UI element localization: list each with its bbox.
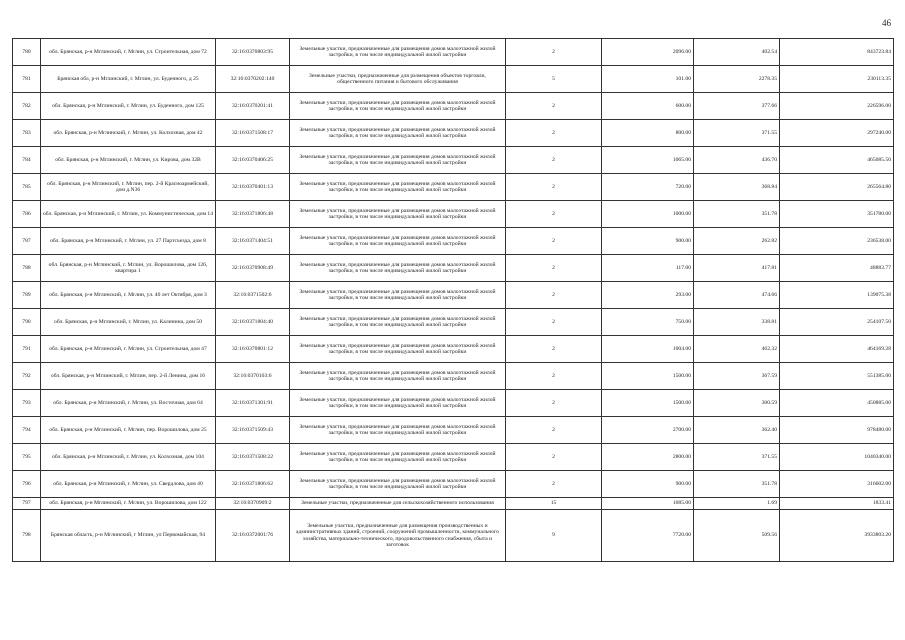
area-cell: 900.00	[602, 228, 694, 255]
cadastral-number-cell: 32:16:0370103:6	[216, 363, 290, 390]
land-use-cell: Земельные участки, предназначенные для размещения домов малоэтажной жилой застройки, в том числе индивидуальной жилой застройки	[290, 147, 506, 174]
table-row	[13, 363, 894, 390]
cadastral-value-cell: 3933803.20	[780, 510, 894, 562]
cadastral-number-cell: 32:16:0371508:22	[216, 444, 290, 471]
cadastral-value-cell: 316602.00	[780, 471, 894, 498]
cadastral-number-cell: 32:16:0371509:43	[216, 417, 290, 444]
unit-value-cell: 262.82	[694, 228, 780, 255]
cadastral-value-cell: 1040340.00	[780, 444, 894, 471]
cadastral-number-cell: 32:16:0371508:17	[216, 120, 290, 147]
row-number: 787	[13, 228, 41, 255]
cadastral-value-cell: 254107.50	[780, 309, 894, 336]
area-cell: 800.00	[602, 120, 694, 147]
cadastral-number-cell: 32:16:0371806:62	[216, 471, 290, 498]
table-row	[13, 93, 894, 120]
cadastral-value-cell: 465085.50	[780, 147, 894, 174]
unit-value-cell: 338.81	[694, 309, 780, 336]
unit-value-cell: 474.66	[694, 282, 780, 309]
area-cell: 1085.00	[602, 498, 694, 510]
cadastral-number-cell: 32:16:0370909:2	[216, 498, 290, 510]
unit-value-cell: 1.69	[694, 498, 780, 510]
group-number-cell: 2	[506, 39, 602, 66]
land-use-cell: Земельные участки, предназначенные для размещения объектов торговли, общественного питания и бытового обслуживания	[290, 66, 506, 93]
land-use-cell: Земельные участки, предназначенные для размещения домов малоэтажной жилой застройки, в том числе индивидуальной жилой застройки	[290, 255, 506, 282]
address-cell: обл. Брянская, р-н Мглинский, г. Мглин, пер. Ворошилова, дом 25	[41, 417, 216, 444]
land-use-cell: Земельные участки, предназначенные для размещения домов малоэтажной жилой застройки, в том числе индивидуальной жилой застройки	[290, 120, 506, 147]
row-number: 784	[13, 147, 41, 174]
table-row	[13, 282, 894, 309]
row-number: 793	[13, 390, 41, 417]
table-row	[13, 120, 894, 147]
cadastral-number-cell: 32:16:0370401:13	[216, 174, 290, 201]
unit-value-cell: 351.78	[694, 471, 780, 498]
row-number: 782	[13, 93, 41, 120]
cadastral-value-cell: 843723.84	[780, 39, 894, 66]
unit-value-cell: 371.55	[694, 444, 780, 471]
area-cell: 101.00	[602, 66, 694, 93]
row-number: 783	[13, 120, 41, 147]
address-cell: обл. Брянская, р-н Мглинский, г. Мглин, ул. Строительная, дом 72	[41, 39, 216, 66]
cadastral-number-cell: 32:16:0370908:49	[216, 255, 290, 282]
row-number: 790	[13, 309, 41, 336]
area-cell: 293.00	[602, 282, 694, 309]
row-number: 785	[13, 174, 41, 201]
cadastral-value-cell: 551385.00	[780, 363, 894, 390]
group-number-cell: 2	[506, 255, 602, 282]
area-cell: 600.00	[602, 93, 694, 120]
group-number-cell: 15	[506, 498, 602, 510]
unit-value-cell: 368.84	[694, 174, 780, 201]
cadastral-number-cell: 32:16:0370201:41	[216, 93, 290, 120]
cadastral-value-cell: 1833.41	[780, 498, 894, 510]
table-row	[13, 417, 894, 444]
group-number-cell: 2	[506, 174, 602, 201]
table-row	[13, 444, 894, 471]
table-row	[13, 255, 894, 282]
table-body	[13, 39, 894, 562]
table-row	[13, 147, 894, 174]
address-cell: обл. Брянская, р-н Мглинский, г. Мглин, ул. Восточная, дом 64	[41, 390, 216, 417]
land-use-cell: Земельные участки, предназначенные для размещения домов малоэтажной жилой застройки, в том числе индивидуальной жилой застройки	[290, 336, 506, 363]
area-cell: 1065.00	[602, 147, 694, 174]
row-number: 794	[13, 417, 41, 444]
land-use-cell: Земельные участки, предназначенные для размещения домов малоэтажной жилой застройки, в том числе индивидуальной жилой застройки	[290, 39, 506, 66]
table-row	[13, 471, 894, 498]
table-row	[13, 498, 894, 510]
table-row	[13, 174, 894, 201]
page-number: 46	[882, 18, 891, 28]
area-cell: 900.00	[602, 471, 694, 498]
land-use-cell: Земельные участки, предназначенные для размещения домов малоэтажной жилой застройки, в том числе индивидуальной жилой застройки	[290, 93, 506, 120]
group-number-cell: 2	[506, 444, 602, 471]
row-number: 797	[13, 498, 41, 510]
address-cell: обл. Брянская, р-н Мглинский, г. Мглин, ул. Коммунистическая, дом 14	[41, 201, 216, 228]
group-number-cell: 2	[506, 336, 602, 363]
row-number: 788	[13, 255, 41, 282]
group-number-cell: 2	[506, 201, 602, 228]
unit-value-cell: 362.40	[694, 417, 780, 444]
cadastral-value-cell: 265564.80	[780, 174, 894, 201]
address-cell: обл. Брянская, р-н Мглинский, г. Мглин, ул. 40 лет Октября, дом 3	[41, 282, 216, 309]
cadastral-value-cell: 139075.38	[780, 282, 894, 309]
area-cell: 1500.00	[602, 390, 694, 417]
cadastral-value-cell: 464169.28	[780, 336, 894, 363]
land-use-cell: Земельные участки, предназначенные для размещения домов малоэтажной жилой застройки, в том числе индивидуальной жилой застройки	[290, 390, 506, 417]
row-number: 781	[13, 66, 41, 93]
land-use-cell: Земельные участки, предназначенные для размещения домов малоэтажной жилой застройки, в том числе индивидуальной жилой застройки	[290, 444, 506, 471]
cadastral-number-cell: 32:16:0371804:40	[216, 309, 290, 336]
unit-value-cell: 367.59	[694, 363, 780, 390]
land-use-cell: Земельные участки, предназначенные для размещения домов малоэтажной жилой застройки, в том числе индивидуальной жилой застройки	[290, 201, 506, 228]
row-number: 786	[13, 201, 41, 228]
table-row	[13, 336, 894, 363]
cadastral-number-cell: 32:16:0371806:48	[216, 201, 290, 228]
group-number-cell: 2	[506, 228, 602, 255]
group-number-cell: 9	[506, 510, 602, 562]
unit-value-cell: 417.81	[694, 255, 780, 282]
unit-value-cell: 509.56	[694, 510, 780, 562]
group-number-cell: 2	[506, 282, 602, 309]
group-number-cell: 2	[506, 93, 602, 120]
unit-value-cell: 300.59	[694, 390, 780, 417]
table-row	[13, 201, 894, 228]
table-row	[13, 228, 894, 255]
unit-value-cell: 2278.35	[694, 66, 780, 93]
land-use-cell: Земельные участки, предназначенные для размещения домов малоэтажной жилой застройки, в том числе индивидуальной жилой застройки	[290, 417, 506, 444]
row-number: 795	[13, 444, 41, 471]
area-cell: 7720.00	[602, 510, 694, 562]
unit-value-cell: 351.78	[694, 201, 780, 228]
unit-value-cell: 402.54	[694, 39, 780, 66]
cadastral-number-cell: 32:16:0371404:51	[216, 228, 290, 255]
area-cell: 720.00	[602, 174, 694, 201]
cadastral-number-cell: 32:16:0370406:25	[216, 147, 290, 174]
area-cell: 1000.00	[602, 201, 694, 228]
row-number: 791	[13, 336, 41, 363]
address-cell: обл. Брянская, р-н Мглинский, г. Мглин, пер. 2-й Ленина, дом 16	[41, 363, 216, 390]
address-cell: обл. Брянская, р-н Мглинский, г. Мглин, пер. 2-й Красноармейский, дом д.N36	[41, 174, 216, 201]
cadastral-number-cell: 32:16:0372001:76	[216, 510, 290, 562]
cadastral-value-cell: 351780.00	[780, 201, 894, 228]
address-cell: обл. Брянская, р-н Мглинский, г. Мглин, ул. Кирова, дом 32В	[41, 147, 216, 174]
address-cell: обл. Брянская, р-н Мглинский, г. Мглин, ул. Колхозная, дом 104	[41, 444, 216, 471]
cadastral-number-cell: 32:16:0371502:6	[216, 282, 290, 309]
cadastral-value-cell: 450885.00	[780, 390, 894, 417]
land-parcel-table	[12, 38, 894, 562]
area-cell: 1500.00	[602, 363, 694, 390]
cadastral-number-cell: 32:16:0370803:95	[216, 39, 290, 66]
address-cell: обл. Брянская, р-н Мглинский, г. Мглин, ул. Буденного, дом 125	[41, 93, 216, 120]
cadastral-value-cell: 978480.00	[780, 417, 894, 444]
address-cell: обл. Брянская, р-н Мглинский, г. Мглин, ул. Ворошилова, дом 126, квартира 1	[41, 255, 216, 282]
cadastral-value-cell: 297240.00	[780, 120, 894, 147]
address-cell: Брянская область, р-н Мглинский, г Мглин, ул Первомайская, 94	[41, 510, 216, 562]
group-number-cell: 2	[506, 417, 602, 444]
group-number-cell: 2	[506, 309, 602, 336]
address-cell: Брянская обл, р-н Мглинский, г. Мглин, ул. Буденного, д 25	[41, 66, 216, 93]
cadastral-value-cell: 48883.77	[780, 255, 894, 282]
address-cell: обл. Брянская, р-н Мглинский, г. Мглин, ул. 27 Партсъезда, дом 8	[41, 228, 216, 255]
cadastral-number-cell: 32:16:0371301:91	[216, 390, 290, 417]
land-use-cell: Земельные участки, предназначенные для размещения производственных и административных зданий, строений, сооружений промышленности, коммунального хозяйства, материально-технического, продовольственного снабжения, сбыта и заготовок	[290, 510, 506, 562]
address-cell: обл. Брянская, р-н Мглинский, г. Мглин, ул. Колхозная, дом 42	[41, 120, 216, 147]
land-use-cell: Земельные участки, предназначенные для размещения домов малоэтажной жилой застройки, в том числе индивидуальной жилой застройки	[290, 174, 506, 201]
cadastral-number-cell: 32:16:0370202:140	[216, 66, 290, 93]
land-use-cell: Земельные участки, предназначенные для размещения домов малоэтажной жилой застройки, в том числе индивидуальной жилой застройки	[290, 228, 506, 255]
row-number: 780	[13, 39, 41, 66]
table-row	[13, 510, 894, 562]
table-row	[13, 390, 894, 417]
row-number: 798	[13, 510, 41, 562]
land-use-cell: Земельные участки, предназначенные для размещения домов малоэтажной жилой застройки, в том числе индивидуальной жилой застройки	[290, 282, 506, 309]
address-cell: обл. Брянская, р-н Мглинский, г. Мглин, ул. Свердлова, дом 40	[41, 471, 216, 498]
group-number-cell: 2	[506, 390, 602, 417]
unit-value-cell: 436.70	[694, 147, 780, 174]
group-number-cell: 2	[506, 471, 602, 498]
unit-value-cell: 377.66	[694, 93, 780, 120]
area-cell: 2800.00	[602, 444, 694, 471]
unit-value-cell: 371.55	[694, 120, 780, 147]
area-cell: 2700.00	[602, 417, 694, 444]
cadastral-value-cell: 236538.00	[780, 228, 894, 255]
cadastral-number-cell: 32:16:0370801:12	[216, 336, 290, 363]
row-number: 792	[13, 363, 41, 390]
cadastral-value-cell: 230113.35	[780, 66, 894, 93]
land-use-cell: Земельные участки, предназначенные для размещения домов малоэтажной жилой застройки, в том числе индивидуальной жилой застройки	[290, 363, 506, 390]
address-cell: обл. Брянская, р-н Мглинский, г. Мглин, ул. Калинина, дом 50	[41, 309, 216, 336]
table-row	[13, 39, 894, 66]
table-row	[13, 66, 894, 93]
address-cell: обл. Брянская, р-н Мглинский, г. Мглин, ул. Ворошилова, дом 122	[41, 498, 216, 510]
land-use-cell: Земельные участки, предназначенные для размещения домов малоэтажной жилой застройки, в том числе индивидуальной жилой застройки	[290, 471, 506, 498]
address-cell: обл. Брянская, р-н Мглинский, г. Мглин, ул. Строительная, дом 47	[41, 336, 216, 363]
area-cell: 750.00	[602, 309, 694, 336]
area-cell: 2096.00	[602, 39, 694, 66]
land-use-cell: Земельные участки, предназначенные для сельскохозяйственного использования	[290, 498, 506, 510]
unit-value-cell: 462.32	[694, 336, 780, 363]
group-number-cell: 2	[506, 363, 602, 390]
cadastral-value-cell: 226596.00	[780, 93, 894, 120]
table-row	[13, 309, 894, 336]
row-number: 789	[13, 282, 41, 309]
group-number-cell: 2	[506, 147, 602, 174]
land-use-cell: Земельные участки, предназначенные для размещения домов малоэтажной жилой застройки, в том числе индивидуальной жилой застройки	[290, 309, 506, 336]
row-number: 796	[13, 471, 41, 498]
area-cell: 117.00	[602, 255, 694, 282]
group-number-cell: 5	[506, 66, 602, 93]
area-cell: 1004.00	[602, 336, 694, 363]
group-number-cell: 2	[506, 120, 602, 147]
